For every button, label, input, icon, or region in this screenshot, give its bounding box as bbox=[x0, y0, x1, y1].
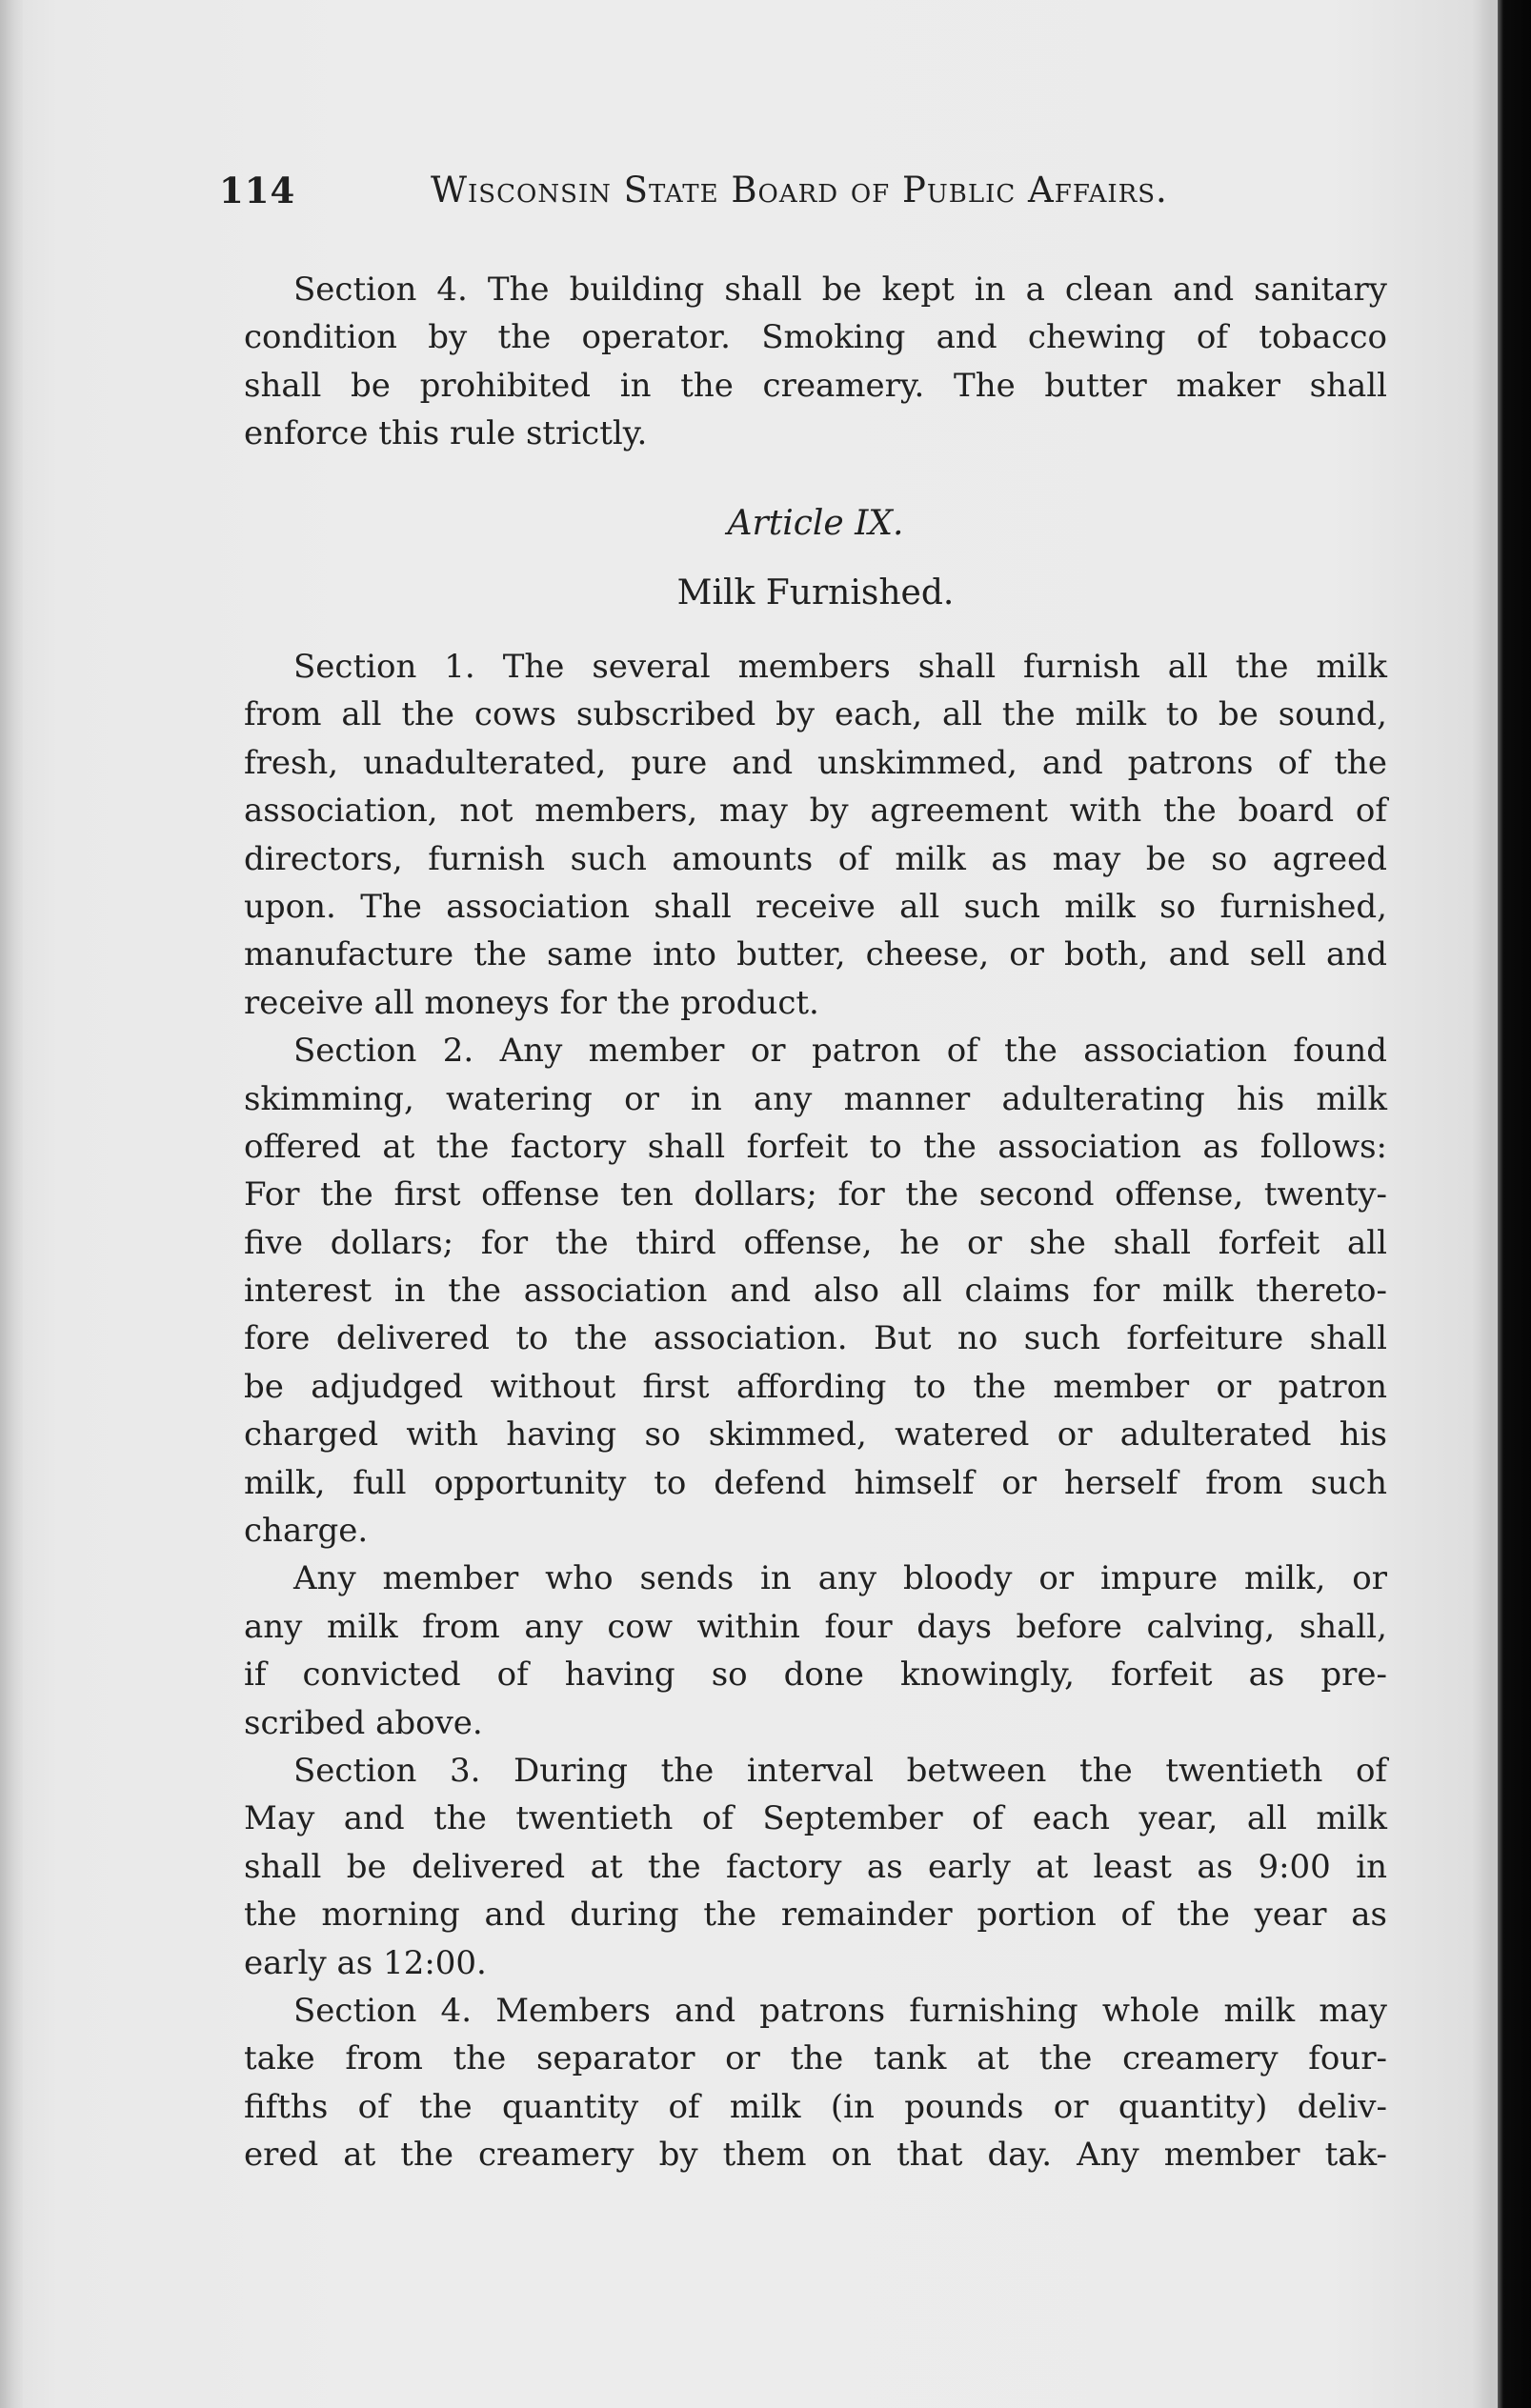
binding-edge bbox=[1498, 0, 1531, 2408]
text-line: manufacture the same into butter, cheese, or both, and sell and bbox=[244, 935, 1387, 974]
text-line: ered at the creamery by them on that day. Any member tak- bbox=[244, 2136, 1387, 2175]
text-line: Section 2. Any member or patron of the association found bbox=[293, 1032, 1387, 1071]
text-line: take from the separator or the tank at the creamery four- bbox=[244, 2039, 1387, 2078]
page-gutter bbox=[0, 0, 23, 2408]
text-line: skimming, watering or in any manner adulterating his milk bbox=[244, 1079, 1387, 1118]
text-line: milk, full opportunity to defend himself or herself from such bbox=[244, 1463, 1387, 1502]
page-number: 114 bbox=[219, 170, 296, 211]
text-line: receive all moneys for the product. bbox=[244, 983, 819, 1022]
text-line: offered at the factory shall forfeit to the association as follows: bbox=[244, 1127, 1387, 1166]
text-line: be adjudged without first affording to the member or patron bbox=[244, 1367, 1387, 1406]
article-title: Article IX. bbox=[727, 504, 904, 543]
text-line: if convicted of having so done knowingly, forfeit as pre- bbox=[244, 1656, 1387, 1695]
text-line: fifths of the quantity of milk (in pounds or quantity) deliv- bbox=[244, 2087, 1387, 2126]
text-line: condition by the operator. Smoking and chewing of tobacco bbox=[244, 318, 1387, 357]
text-line: upon. The association shall receive all such milk so furnished, bbox=[244, 887, 1387, 926]
text-line: scribed above. bbox=[244, 1703, 483, 1742]
text-line: association, not members, may by agreement with the board of bbox=[244, 792, 1387, 831]
text-line: the morning and during the remainder portion of the year as bbox=[244, 1896, 1387, 1935]
text-line: For the first offense ten dollars; for the second offense, twenty- bbox=[244, 1175, 1387, 1214]
page-header bbox=[219, 170, 1343, 217]
text-line: Section 1. The several members shall furnish all the milk bbox=[293, 648, 1387, 686]
text-line: enforce this rule strictly. bbox=[244, 414, 648, 453]
text-line: shall be delivered at the factory as early at least as 9:00 in bbox=[244, 1847, 1387, 1886]
text-line: May and the twentieth of September of each year, all milk bbox=[244, 1799, 1387, 1838]
section-4-building-paragraph bbox=[244, 266, 1387, 458]
text-line: Section 4. The building shall be kept in a clean and sanitary bbox=[293, 271, 1387, 309]
text-line: Any member who sends in any bloody or impure milk, or bbox=[293, 1559, 1387, 1598]
running-title: Wisconsin State Board of Public Affairs. bbox=[431, 170, 1168, 211]
text-line: charged with having so skimmed, watered or adulterated his bbox=[244, 1415, 1387, 1455]
text-line: fore delivered to the association. But no such forfeiture shall bbox=[244, 1319, 1387, 1358]
text-line: shall be prohibited in the creamery. The butter maker shall bbox=[244, 366, 1387, 405]
text-line: early as 12:00. bbox=[244, 1943, 487, 1982]
text-line: fresh, unadulterated, pure and unskimmed, and patrons of the bbox=[244, 743, 1387, 782]
text-line: any milk from any cow within four days before calving, shall, bbox=[244, 1607, 1387, 1646]
text-line: interest in the association and also all claims for milk thereto- bbox=[244, 1272, 1387, 1311]
article-subtitle: Milk Furnished. bbox=[676, 573, 955, 612]
text-line: charge. bbox=[244, 1512, 369, 1551]
text-line: from all the cows subscribed by each, all the milk to be sound, bbox=[244, 695, 1387, 734]
article-ix-body bbox=[244, 643, 1387, 2179]
text-line: Section 3. During the interval between the twentieth of bbox=[293, 1751, 1387, 1790]
text-line: directors, furnish such amounts of milk as may be so agreed bbox=[244, 839, 1387, 878]
text-line: Section 4. Members and patrons furnishing whole milk may bbox=[293, 1991, 1387, 2030]
text-line: five dollars; for the third offense, he or she shall forfeit all bbox=[244, 1223, 1387, 1262]
